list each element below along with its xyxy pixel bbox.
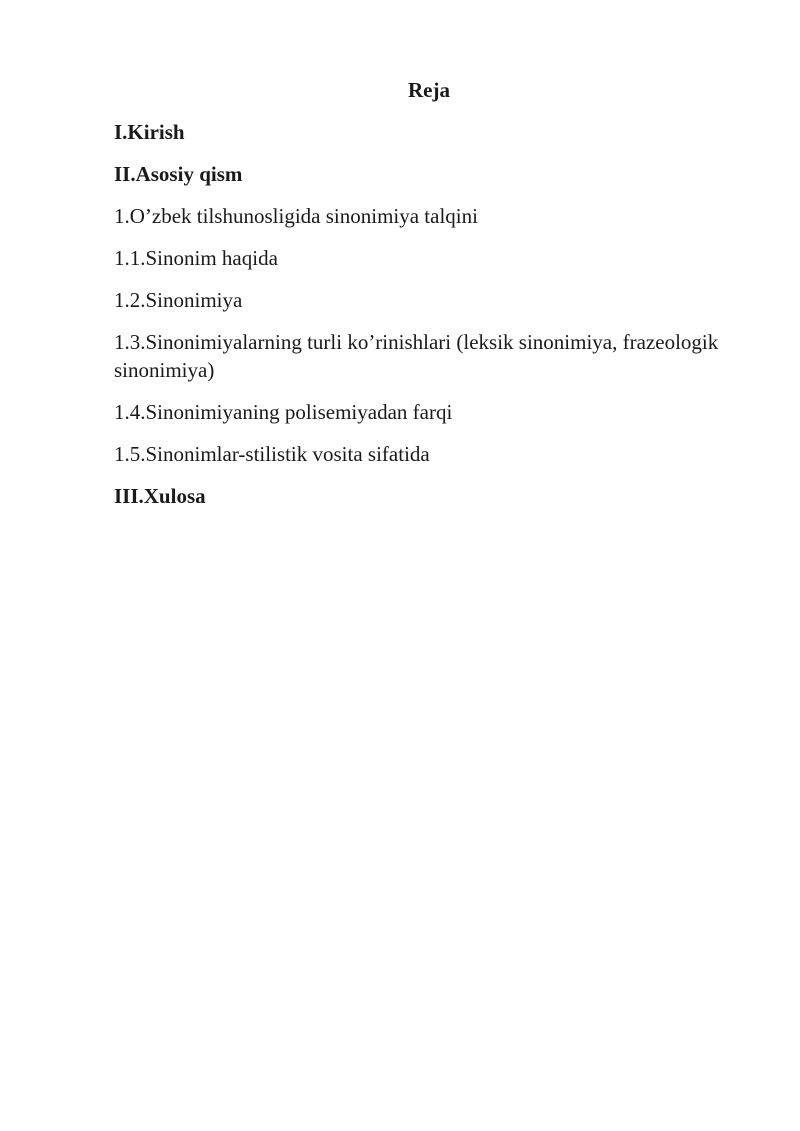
outline-item-1: 1.O’zbek tilshunosligida sinonimiya talqini — [114, 204, 478, 228]
outline-item-intro: I.Kirish — [114, 120, 185, 144]
outline-item-main: II.Asosiy qism — [114, 162, 243, 186]
outline-item-1-2: 1.2.Sinonimiya — [114, 288, 243, 312]
outline-item-1-3: 1.3.Sinonimiyalarning turli ko’rinishlari (leksik sinonimiya, frazeologik sinonimiya) — [114, 330, 719, 382]
outline-item-1-5: 1.5.Sinonimlar-stilistik vosita sifatida — [114, 442, 430, 466]
outline-item-conclusion: III.Xulosa — [114, 484, 206, 508]
page-title: Reja — [408, 78, 450, 102]
outline-item-1-4: 1.4.Sinonimiyaning polisemiyadan farqi — [114, 400, 453, 424]
outline-list — [114, 118, 744, 524]
outline-item-1-1: 1.1.Sinonim haqida — [114, 246, 278, 270]
